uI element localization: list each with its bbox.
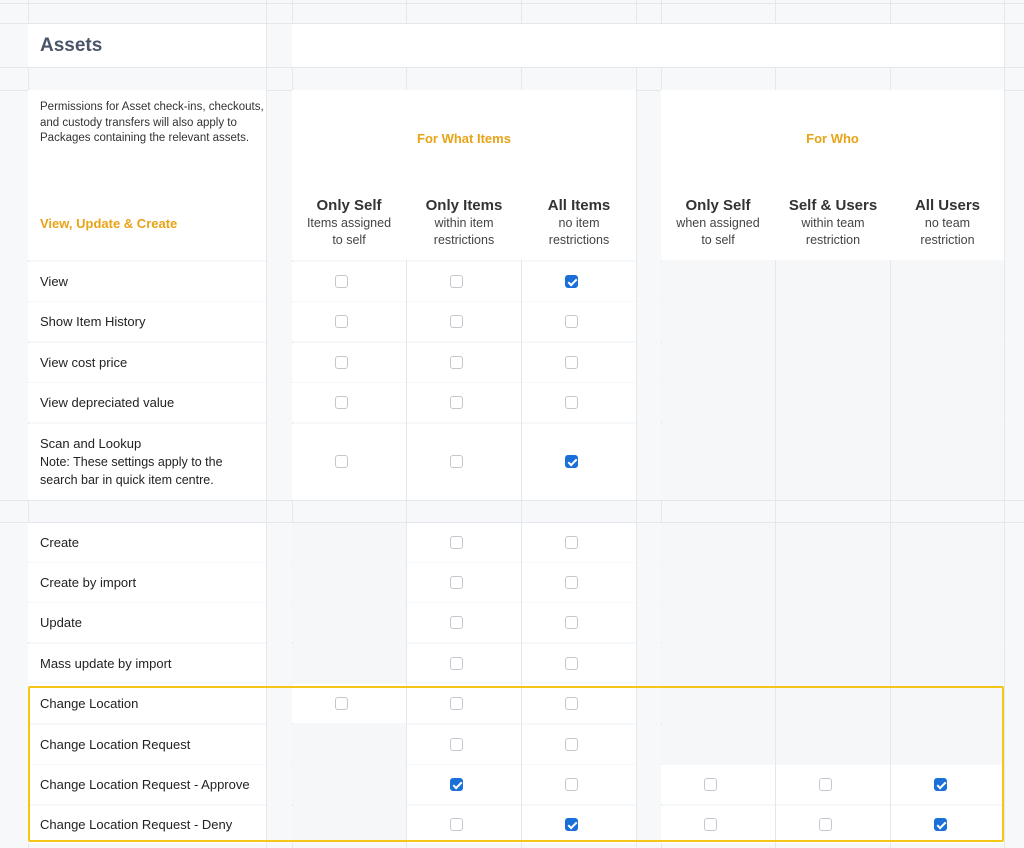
column-subtitle: within item [434, 216, 494, 230]
permission-cell [776, 563, 890, 602]
permission-cell [292, 262, 406, 301]
section-title: Assets [28, 24, 266, 67]
column-subtitle: within team [801, 216, 865, 230]
table-row-label [28, 603, 266, 642]
column-header-4 [776, 186, 890, 260]
permission-checkbox[interactable] [450, 275, 463, 288]
permission-checkbox[interactable] [565, 657, 578, 670]
permission-cell [776, 523, 890, 562]
row-label-text: Scan and Lookup [40, 436, 142, 451]
permission-cell [522, 302, 636, 341]
table-row-label [28, 302, 266, 341]
column-title: Only Self [685, 197, 751, 214]
permission-cell [292, 563, 406, 602]
view-update-create-label: View, Update & Create [28, 186, 266, 260]
table-row-label [28, 563, 266, 602]
permission-checkbox[interactable] [450, 396, 463, 409]
row-label-text: View cost price [40, 354, 128, 370]
permission-cell [407, 603, 521, 642]
permission-checkbox[interactable] [565, 356, 578, 369]
permissions-note: Permissions for Asset check-ins, checkouts, and custody transfers will also apply to Packages containing the relevant assets. [28, 90, 266, 186]
row-label-text: Mass update by import [40, 655, 172, 671]
permission-cell [891, 523, 1004, 562]
column-subtitle: to self [701, 233, 735, 247]
permission-cell [776, 644, 890, 683]
column-subtitle: restriction [805, 233, 861, 247]
permission-cell [891, 343, 1004, 382]
permission-cell [407, 563, 521, 602]
permission-cell [292, 343, 406, 382]
row-label-text: View depreciated value [40, 394, 175, 410]
column-header-2 [522, 186, 636, 260]
permission-cell [891, 302, 1004, 341]
permission-checkbox[interactable] [335, 356, 348, 369]
column-title: All Users [914, 197, 981, 214]
permission-checkbox[interactable] [565, 455, 578, 468]
permission-cell [891, 603, 1004, 642]
permission-cell [522, 603, 636, 642]
table-row-label [28, 262, 266, 301]
table-row-label [28, 383, 266, 422]
table-row-label [28, 424, 266, 500]
permission-checkbox[interactable] [565, 275, 578, 288]
permission-cell [891, 262, 1004, 301]
permission-checkbox[interactable] [565, 616, 578, 629]
permission-cell [891, 563, 1004, 602]
table-row-label [28, 343, 266, 382]
permission-checkbox[interactable] [335, 396, 348, 409]
column-subtitle: restrictions [548, 233, 610, 247]
permission-cell [407, 424, 521, 500]
column-title: Only Items [425, 197, 503, 214]
column-subtitle: restriction [920, 233, 975, 247]
permission-checkbox[interactable] [450, 576, 463, 589]
permission-checkbox[interactable] [335, 455, 348, 468]
permission-cell [407, 262, 521, 301]
permission-checkbox[interactable] [450, 455, 463, 468]
permission-cell [522, 424, 636, 500]
row-label-text: Update [40, 614, 82, 630]
column-subtitle: restrictions [433, 233, 495, 247]
table-row-label [28, 523, 266, 562]
permission-checkbox[interactable] [335, 275, 348, 288]
permission-cell [407, 383, 521, 422]
permission-cell [776, 424, 890, 500]
title-row-filler [292, 24, 1004, 67]
permission-checkbox[interactable] [450, 616, 463, 629]
row-label-text: Change Location Request [40, 736, 191, 752]
row-label-text: View [40, 273, 68, 289]
permission-checkbox[interactable] [565, 576, 578, 589]
column-header-5 [891, 186, 1004, 260]
permission-cell [292, 383, 406, 422]
row-label-text: Change Location [40, 695, 139, 711]
permission-cell [292, 603, 406, 642]
permission-checkbox[interactable] [450, 536, 463, 549]
row-note-text: Note: These settings apply to the search bar in quick item centre. [40, 455, 223, 487]
permission-cell [292, 644, 406, 683]
column-header-0 [292, 186, 406, 260]
permission-cell [891, 644, 1004, 683]
permission-cell [292, 302, 406, 341]
permission-cell [522, 644, 636, 683]
permission-checkbox[interactable] [450, 657, 463, 670]
for-what-items-header: For What Items [292, 90, 636, 186]
column-subtitle: no team [924, 216, 971, 230]
permission-cell [292, 424, 406, 500]
row-label-text: Create by import [40, 574, 137, 590]
permission-cell [407, 523, 521, 562]
column-subtitle: no item [558, 216, 600, 230]
column-subtitle: to self [332, 233, 366, 247]
column-subtitle: when assigned [676, 216, 760, 230]
permission-checkbox[interactable] [450, 315, 463, 328]
permission-cell [292, 523, 406, 562]
permission-cell [661, 383, 775, 422]
permission-cell [522, 383, 636, 422]
highlight-box [28, 686, 1004, 842]
permission-checkbox[interactable] [565, 315, 578, 328]
permission-cell [407, 302, 521, 341]
permission-cell [661, 603, 775, 642]
permission-cell [522, 343, 636, 382]
column-header-1 [407, 186, 521, 260]
row-label-text: Change Location Request - Deny [40, 816, 233, 832]
permission-cell [776, 383, 890, 422]
permission-cell [522, 563, 636, 602]
permission-cell [522, 523, 636, 562]
permission-checkbox[interactable] [565, 536, 578, 549]
for-who-header: For Who [661, 90, 1004, 186]
row-label-text: Show Item History [40, 313, 146, 329]
row-label-text: Change Location Request - Approve [40, 776, 250, 792]
permission-cell [891, 424, 1004, 500]
permission-cell [407, 644, 521, 683]
column-title: Only Self [316, 197, 382, 214]
permission-checkbox[interactable] [565, 396, 578, 409]
permission-cell [522, 262, 636, 301]
column-subtitle: Items assigned [306, 216, 392, 230]
column-header-3 [661, 186, 775, 260]
table-row-label [28, 644, 266, 683]
column-title: All Items [547, 197, 611, 214]
permission-cell [891, 383, 1004, 422]
permission-cell [407, 343, 521, 382]
permission-cell [661, 424, 775, 500]
permission-checkbox[interactable] [335, 315, 348, 328]
row-label-text: Create [40, 534, 80, 550]
permission-cell [661, 563, 775, 602]
permission-checkbox[interactable] [450, 356, 463, 369]
permission-cell [661, 343, 775, 382]
permission-cell [661, 302, 775, 341]
permission-cell [776, 603, 890, 642]
permission-cell [776, 302, 890, 341]
permission-cell [661, 523, 775, 562]
permission-cell [776, 343, 890, 382]
permission-cell [776, 262, 890, 301]
permission-cell [661, 644, 775, 683]
permission-cell [661, 262, 775, 301]
column-title: Self & Users [788, 197, 878, 214]
